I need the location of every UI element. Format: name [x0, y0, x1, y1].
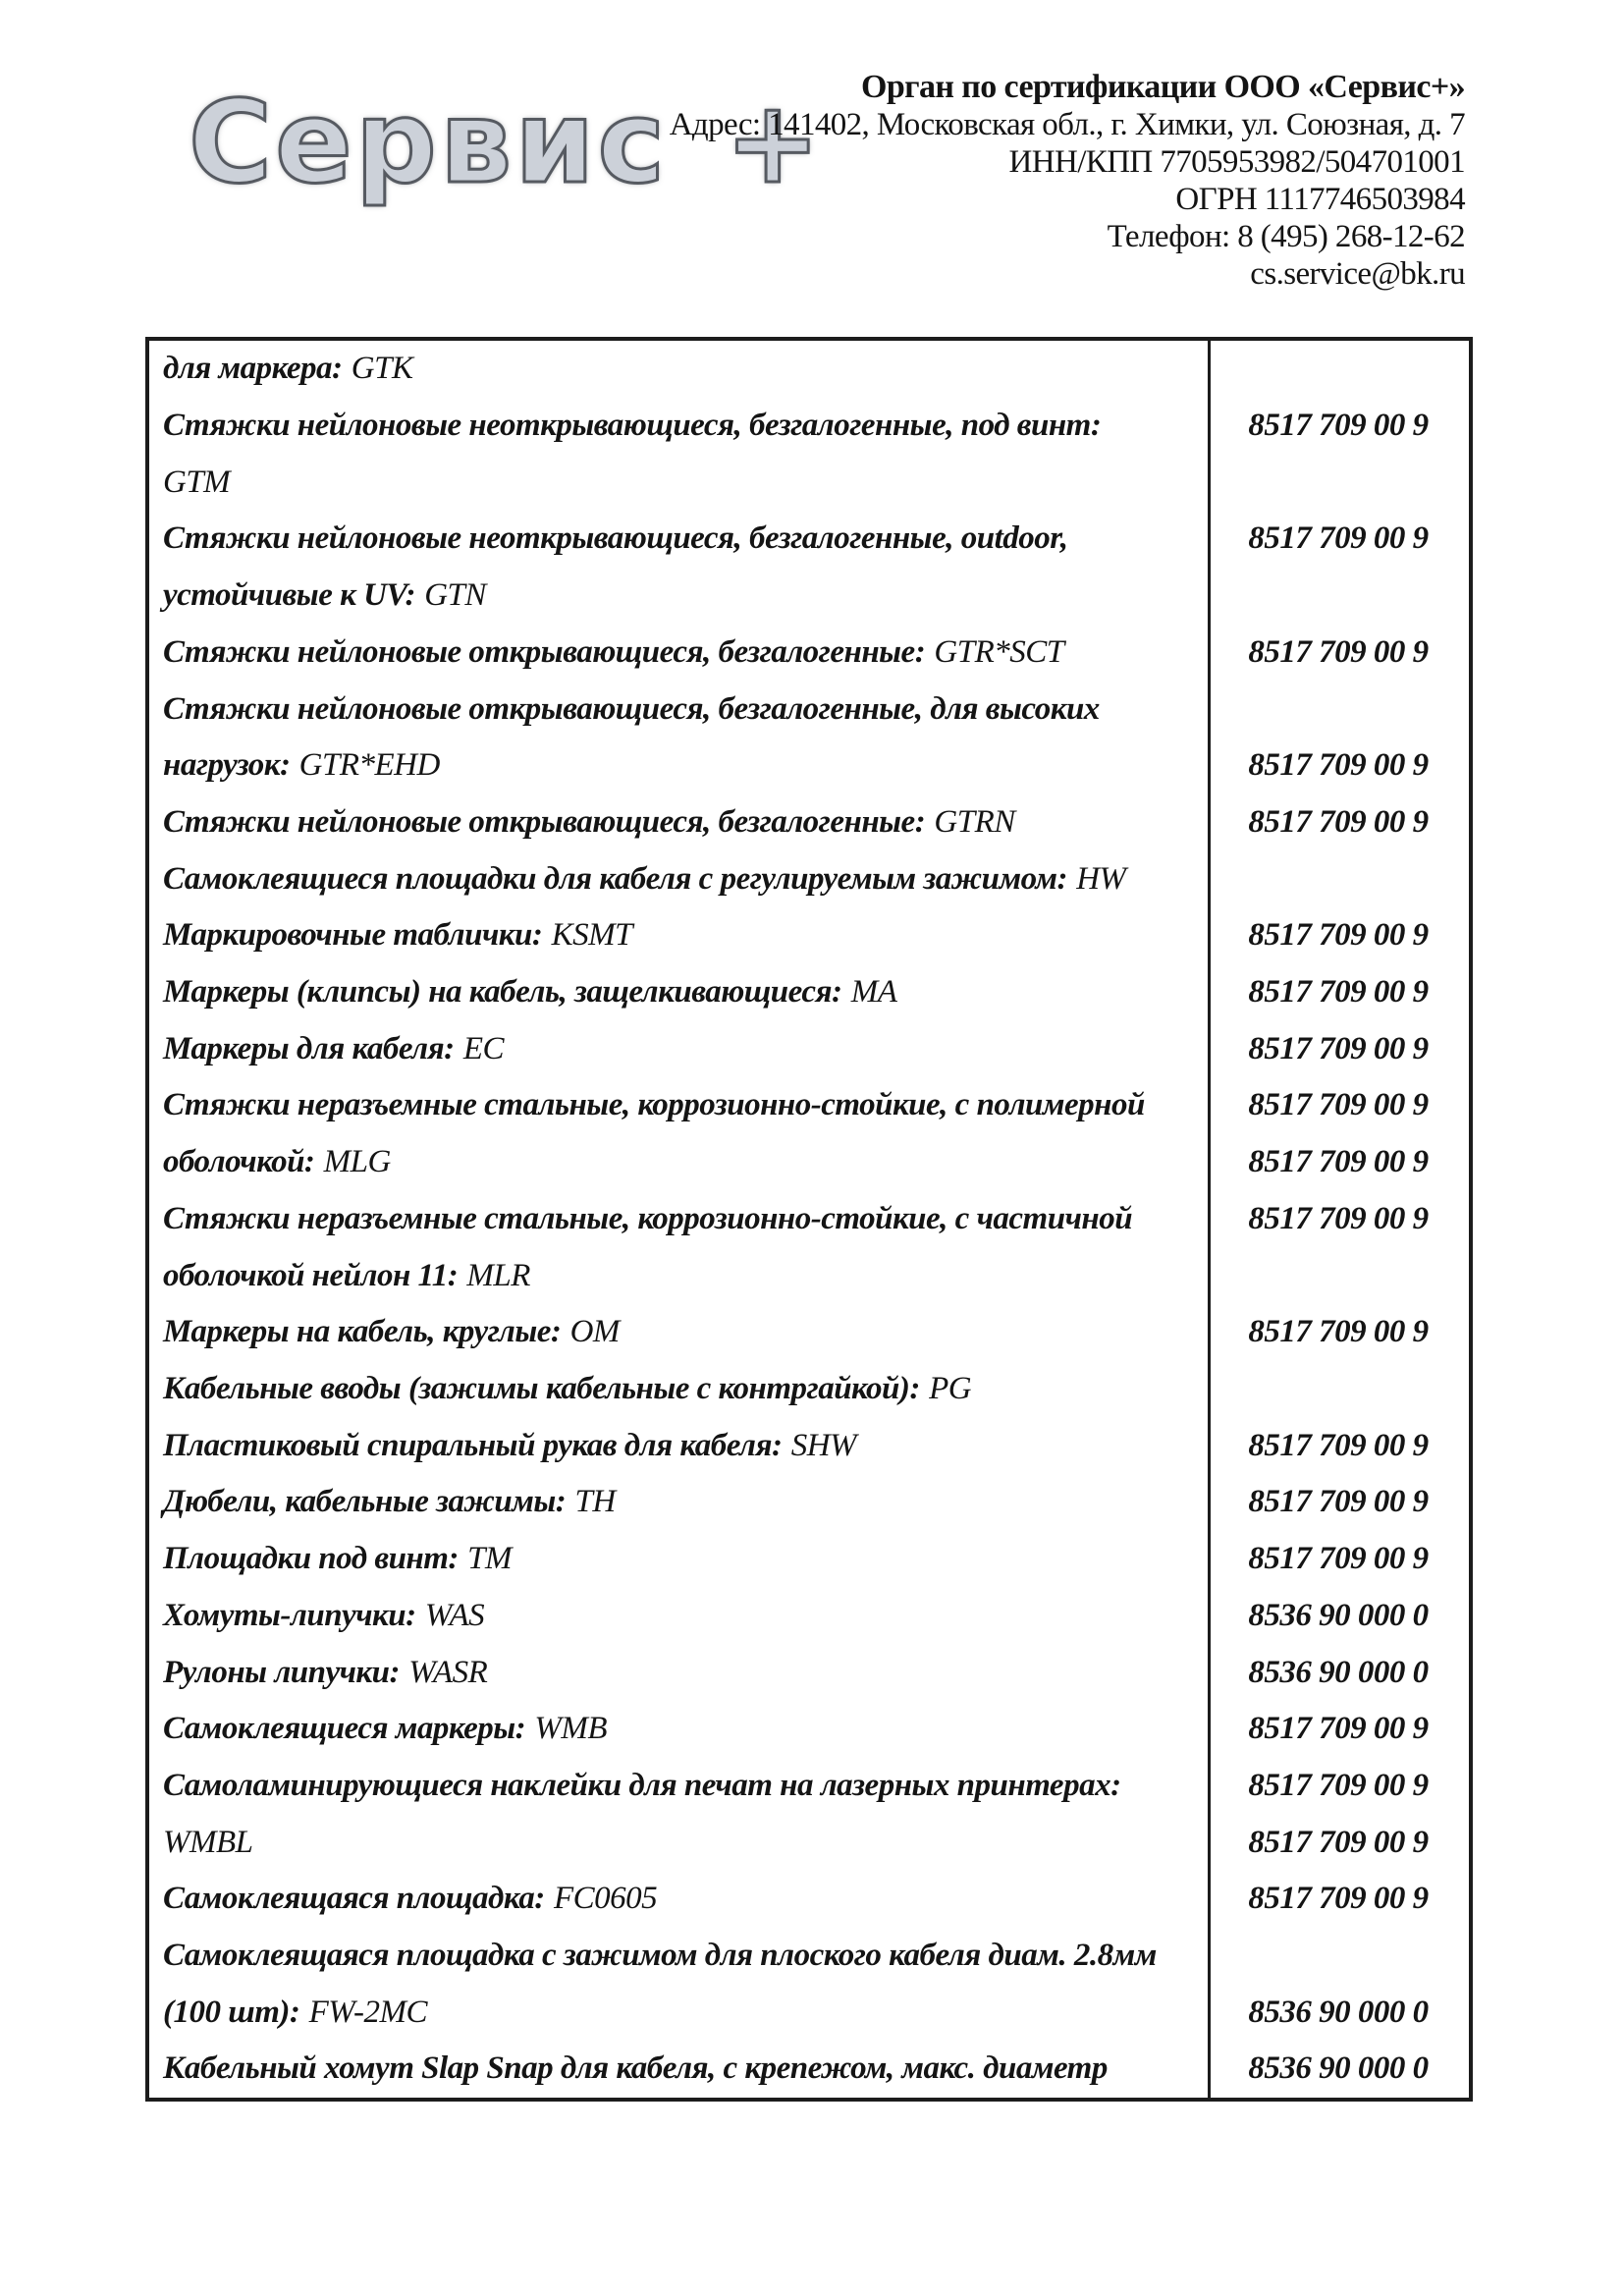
table-row [149, 625, 1469, 682]
table-row [149, 1474, 1469, 1531]
hs-code-cell [1208, 625, 1469, 682]
product-series-code: GTR*SCT [934, 633, 1064, 670]
product-series-code: GTRN [934, 803, 1015, 840]
ogrn-line: ОГРН 1117746503984 [1175, 182, 1465, 217]
hs-code-cell [1208, 1871, 1469, 1928]
table-row [149, 1644, 1469, 1701]
products-table [145, 337, 1473, 2102]
hs-code-cell [1208, 1474, 1469, 1531]
product-series-code: TM [467, 1541, 512, 1577]
table-row [149, 794, 1469, 851]
product-description: для маркера: [163, 351, 343, 387]
product-series-code: KSMT [551, 917, 632, 954]
product-series-code: OM [569, 1314, 620, 1350]
product-series-code: GTR*EHD [298, 747, 440, 784]
product-description: Маркеры для кабеля: [163, 1030, 455, 1066]
header-contact-block [670, 69, 1465, 293]
product-description: Самоламинирующиеся наклейки для печат на лазерных принтерах: [163, 1767, 1121, 1803]
product-description: Стяжки нейлоновые открывающиеся, безгалогенные, для высоких [163, 690, 1100, 727]
product-series-code: SHW [790, 1427, 857, 1463]
product-description-cell [149, 1484, 1208, 1520]
product-series-code: EC [462, 1030, 504, 1066]
hs-code: 8536 90 000 0 [1248, 2050, 1429, 2087]
table-row [149, 1928, 1469, 1985]
table-row [149, 1814, 1469, 1871]
product-description: устойчивые к UV: [163, 577, 415, 614]
table-row [149, 1758, 1469, 1815]
product-description-cell [149, 520, 1208, 557]
product-description-cell [149, 1938, 1208, 1974]
product-series-code: MA [850, 974, 897, 1011]
org-name: Орган по сертификации ООО «Сервис+» [860, 69, 1465, 105]
hs-code-cell [1208, 1191, 1469, 1248]
hs-code-cell [1208, 1814, 1469, 1871]
product-description: Самоклеящиеся площадки для кабеля с регулируемым зажимом: [163, 860, 1067, 897]
product-description-cell [149, 634, 1208, 671]
hs-code-cell [1208, 1758, 1469, 1815]
hs-code-cell [1208, 1361, 1469, 1418]
product-description: Самоклеящиеся маркеры: [163, 1711, 526, 1747]
hs-code: 8517 709 00 9 [1248, 974, 1429, 1011]
product-description-cell [149, 1314, 1208, 1350]
hs-code-cell [1208, 2041, 1469, 2098]
table-row [149, 850, 1469, 907]
product-description: Стяжки нейлоновые неоткрывающиеся, безгалогенные, outdoor, [163, 520, 1068, 557]
product-description: Маркеры на кабель, круглые: [163, 1314, 562, 1350]
inn-kpp-line: ИНН/КПП 7705953982/504701001 [1008, 144, 1465, 180]
product-description-cell [149, 1371, 1208, 1407]
hs-code-cell [1208, 964, 1469, 1021]
product-description-cell [149, 1655, 1208, 1691]
table-row [149, 1134, 1469, 1191]
hs-code: 8517 709 00 9 [1248, 1144, 1429, 1180]
product-description-cell [149, 408, 1208, 444]
hs-code: 8517 709 00 9 [1248, 1030, 1429, 1066]
hs-code: 8517 709 00 9 [1248, 1541, 1429, 1577]
hs-code: 8517 709 00 9 [1248, 1200, 1429, 1236]
table-row [149, 1191, 1469, 1248]
product-description: Пластиковый спиральный рукав для кабеля: [163, 1427, 783, 1463]
product-description: Стяжки нейлоновые открывающиеся, безгалогенные: [163, 803, 926, 840]
hs-code-cell [1208, 1417, 1469, 1474]
logo-text: Сервис [189, 77, 669, 209]
hs-code-cell [1208, 1077, 1469, 1134]
product-series-code: MLG [323, 1144, 391, 1180]
hs-code-cell [1208, 1247, 1469, 1304]
hs-code-cell [1208, 1644, 1469, 1701]
table-row [149, 398, 1469, 455]
table-row [149, 907, 1469, 964]
product-description-cell [149, 465, 1208, 501]
table-row [149, 454, 1469, 511]
product-series-code: FC0605 [553, 1881, 658, 1917]
product-description-cell [149, 2050, 1208, 2087]
product-series-code: GTK [351, 351, 413, 387]
product-description-cell [149, 804, 1208, 841]
hs-code: 8517 709 00 9 [1248, 1427, 1429, 1463]
table-row [149, 1020, 1469, 1077]
product-description: Кабельный хомут Slap Snap для кабеля, с крепежом, макс. диаметр [163, 2050, 1108, 2087]
hs-code-cell [1208, 568, 1469, 625]
hs-code: 8517 709 00 9 [1248, 803, 1429, 840]
hs-code-cell [1208, 1928, 1469, 1985]
hs-code-cell [1208, 907, 1469, 964]
product-description-cell [149, 1881, 1208, 1917]
table-row [149, 1417, 1469, 1474]
hs-code-cell [1208, 454, 1469, 511]
hs-code: 8517 709 00 9 [1248, 1314, 1429, 1350]
product-description-cell [149, 1258, 1208, 1294]
product-description: Самоклеящаяся площадка с зажимом для плоского кабеля диам. 2.8мм [163, 1938, 1157, 1974]
product-description: (100 шт): [163, 1994, 300, 2030]
product-series-code: WAS [424, 1597, 485, 1633]
product-description-cell [149, 1825, 1208, 1861]
hs-code-cell [1208, 1984, 1469, 2041]
hs-code: 8517 709 00 9 [1248, 747, 1429, 784]
hs-code-cell [1208, 511, 1469, 568]
table-row [149, 2041, 1469, 2098]
table-row [149, 1984, 1469, 2041]
email-line: cs.service@bk.ru [1250, 256, 1465, 292]
table-row [149, 1871, 1469, 1928]
product-description-cell [149, 351, 1208, 387]
table-row [149, 681, 1469, 738]
hs-code-cell [1208, 850, 1469, 907]
hs-code: 8517 709 00 9 [1248, 1087, 1429, 1123]
hs-code: 8517 709 00 9 [1248, 1881, 1429, 1917]
table-row [149, 1361, 1469, 1418]
phone-line: Телефон: 8 (495) 268-12-62 [1107, 219, 1465, 254]
hs-code-cell [1208, 398, 1469, 455]
product-description-cell [149, 974, 1208, 1011]
product-description-cell [149, 1711, 1208, 1747]
product-series-code: HW [1076, 860, 1126, 897]
table-row [149, 511, 1469, 568]
hs-code-cell [1208, 1134, 1469, 1191]
product-description: Площадки под винт: [163, 1541, 459, 1577]
product-description: Дюбели, кабельные зажимы: [163, 1484, 567, 1520]
hs-code-cell [1208, 1304, 1469, 1361]
product-description-cell [149, 1541, 1208, 1577]
table-row [149, 1587, 1469, 1644]
product-series-code: WMB [534, 1711, 608, 1747]
product-description: оболочкой: [163, 1144, 315, 1180]
product-series-code: GTN [424, 577, 486, 614]
product-description-cell [149, 1031, 1208, 1067]
hs-code-cell [1208, 1587, 1469, 1644]
product-description: Хомуты-липучки: [163, 1597, 416, 1633]
hs-code-cell [1208, 794, 1469, 851]
hs-code-cell [1208, 681, 1469, 738]
address-line: Адрес: 141402, Московская обл., г. Химки, ул. Союзная, д. 7 [669, 107, 1465, 142]
table-row [149, 568, 1469, 625]
product-description-cell [149, 1995, 1208, 2031]
table-row [149, 1531, 1469, 1588]
hs-code: 8517 709 00 9 [1248, 1767, 1429, 1803]
product-description: Стяжки нейлоновые неоткрывающиеся, безгалогенные, под винт: [163, 408, 1102, 444]
hs-code-cell [1208, 1701, 1469, 1758]
product-series-code: TH [574, 1484, 616, 1520]
product-description-cell [149, 1087, 1208, 1123]
table-row [149, 1077, 1469, 1134]
product-description-cell [149, 577, 1208, 614]
product-series-code: GTM [163, 464, 231, 500]
table-column-divider [1208, 341, 1211, 2098]
table-row [149, 1247, 1469, 1304]
product-description-cell [149, 861, 1208, 898]
product-description: Стяжки неразъемные стальные, коррозионно-стойкие, с полимерной [163, 1087, 1145, 1123]
product-series-code: WASR [408, 1654, 488, 1690]
product-description-cell [149, 1144, 1208, 1180]
hs-code: 8536 90 000 0 [1248, 1654, 1429, 1690]
table-row [149, 1304, 1469, 1361]
product-description-cell [149, 1768, 1208, 1804]
hs-code: 8536 90 000 0 [1248, 1597, 1429, 1633]
hs-code: 8517 709 00 9 [1248, 408, 1429, 444]
hs-code: 8517 709 00 9 [1248, 1711, 1429, 1747]
product-description: Маркеры (клипсы) на кабель, защелкивающиеся: [163, 974, 842, 1011]
hs-code: 8517 709 00 9 [1248, 1824, 1429, 1860]
product-description-cell [149, 747, 1208, 784]
product-description: оболочкой нейлон 11: [163, 1257, 459, 1293]
product-series-code: FW-2MC [308, 1994, 428, 2030]
product-series-code: WMBL [163, 1824, 253, 1860]
product-description: нагрузок: [163, 747, 291, 784]
hs-code: 8517 709 00 9 [1248, 520, 1429, 557]
table-row [149, 964, 1469, 1021]
hs-code: 8517 709 00 9 [1248, 1484, 1429, 1520]
logo-plus-icon: + [725, 77, 824, 209]
product-description-cell [149, 1598, 1208, 1634]
product-description-cell [149, 1428, 1208, 1464]
table-row [149, 341, 1469, 398]
hs-code-cell [1208, 1531, 1469, 1588]
product-description-cell [149, 1201, 1208, 1237]
product-description: Кабельные вводы (зажимы кабельные с контргайкой): [163, 1371, 920, 1406]
hs-code: 8517 709 00 9 [1248, 633, 1429, 670]
product-description: Стяжки неразъемные стальные, коррозионно-стойкие, с частичной [163, 1200, 1133, 1236]
product-series-code: MLR [466, 1257, 530, 1293]
product-series-code: PG [929, 1371, 972, 1406]
product-description: Самоклеящаяся площадка: [163, 1881, 545, 1917]
product-description: Маркировочные таблички: [163, 917, 543, 954]
product-description-cell [149, 691, 1208, 728]
hs-code-cell [1208, 341, 1469, 398]
hs-code: 8517 709 00 9 [1248, 917, 1429, 954]
product-description-cell [149, 917, 1208, 954]
hs-code: 8536 90 000 0 [1248, 1994, 1429, 2030]
product-description: Стяжки нейлоновые открывающиеся, безгалогенные: [163, 633, 926, 670]
hs-code-cell [1208, 1020, 1469, 1077]
table-row [149, 1701, 1469, 1758]
hs-code-cell [1208, 738, 1469, 794]
table-row [149, 738, 1469, 794]
product-description: Рулоны липучки: [163, 1654, 400, 1690]
